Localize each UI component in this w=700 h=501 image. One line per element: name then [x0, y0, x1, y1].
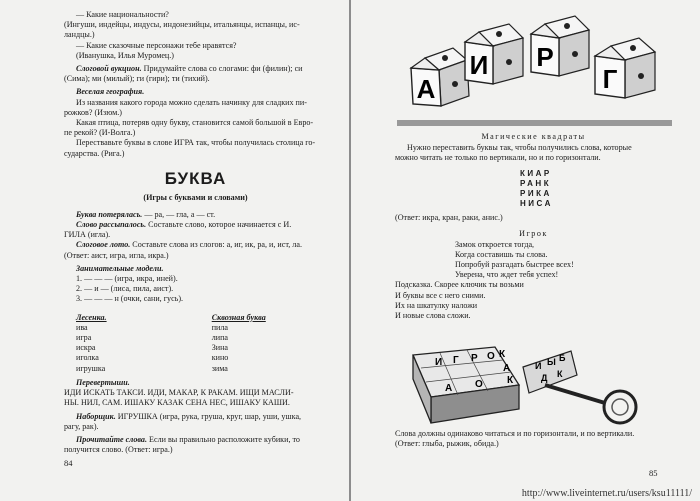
text-line: пе рекой? (И-Волга.) [64, 128, 136, 138]
key-letter: К [557, 369, 563, 380]
cube-g [595, 38, 655, 98]
right-page [351, 0, 700, 501]
read-label: Прочитайте слова. [76, 434, 148, 444]
lotto-paragraph [64, 240, 327, 250]
text-line: получится слово. (Ответ: игра.) [64, 445, 173, 455]
through-word: зима [211, 363, 228, 373]
box-letter: Р [471, 353, 478, 365]
auction-label: Слоговой вукцион. [76, 64, 142, 74]
key [523, 351, 636, 423]
through-column [182, 313, 327, 374]
scatter-label: Слово рассыпалось. [76, 220, 147, 230]
model-line: 2. — и — (лиса, пила, аист). [76, 284, 174, 294]
text-line: ИДИ ИСКАТЬ ТАКСИ. ИДИ, МАКАР, К РАКАМ. ИЩИ МАСЛИ- [64, 388, 294, 398]
watermark-url: http://www.liveinternet.ru/users/ksu11111/ [521, 488, 692, 499]
geo-label: Веселая география. [76, 87, 145, 97]
cube-shadow [397, 120, 672, 126]
auction-text: Придумайте слова со слогами: фи (филин); си [141, 64, 303, 74]
text-line: Нужно переставить буквы так, чтобы получились слова, которые [407, 143, 632, 152]
text-line: рожков? (Изюм.) [64, 107, 123, 117]
reverse-label: Перевертыши. [76, 377, 130, 387]
box-letter: К [499, 349, 506, 361]
cube-letter: И [469, 50, 489, 80]
ladder-word: игра [76, 333, 92, 343]
text-line: (Иванушка, Илья Муромец.) [76, 50, 174, 60]
cube-r [531, 16, 589, 76]
lost-paragraph [64, 210, 327, 220]
poem-line: Уверена, что ждет тебя успех! [455, 270, 559, 280]
typesetter-paragraph [64, 412, 327, 422]
typesetter-text: ИГРУШКА (игра, рука, груша, круг, шар, уши, ушка, [115, 411, 302, 421]
text-line: НЫ. НИЛ, САМ. ИШАКУ КАЗАК СЕНА НЕС, ИШАКУ КАШИ. [64, 398, 290, 408]
text-line: ГИЛА (игла). [64, 230, 111, 240]
poem-line: Когда составишь ты слова. [455, 249, 548, 259]
box-and-key-illustration [395, 325, 655, 427]
lotto-label: Слоговое лото. [76, 240, 131, 250]
grid-row: РАНК [520, 179, 552, 189]
text-line: (Сима); ми (милый); ги (гири); ти (тихий). [64, 74, 210, 84]
poem-line: Их на шкатулку наложи [395, 300, 478, 310]
box-letter: О [487, 351, 495, 363]
read-paragraph [64, 435, 327, 445]
lost-text: — ра, — гла, а — ст. [142, 209, 216, 219]
cube-letter: А [416, 74, 436, 104]
page-number: 85 [649, 468, 658, 478]
key-letter: Б [559, 353, 566, 364]
ladder-word: иголка [76, 353, 99, 363]
lotto-text: Составьте слова из слогов: а, иг, ик, ра, и, ист, ла. [130, 240, 302, 250]
cube-i [465, 24, 523, 84]
poem [395, 240, 672, 281]
through-word: кино [211, 353, 229, 363]
lost-label: Буква потерялась. [76, 209, 143, 219]
key-letter: Д [541, 373, 548, 384]
through-word: пила [211, 322, 228, 332]
box-letter: А [445, 383, 453, 395]
ladder-column [64, 313, 182, 374]
answer-line: (Ответ: икра, кран, раки, анис.) [395, 213, 503, 223]
box-letter: Г [453, 355, 459, 367]
model-line: 3. — — — н (очки, сани, гусь). [76, 294, 184, 304]
word-columns [64, 313, 327, 374]
section-title-magic: Магические квадраты [481, 132, 586, 141]
grid-row: НИСА [520, 199, 553, 209]
letter-grid [395, 169, 672, 209]
section-subheading: (Игры с буквами и словами) [143, 192, 248, 202]
text-line: можно читать не только по вертикали, но и по горизонтали. [395, 153, 601, 163]
box-letter: О [475, 379, 483, 391]
cube-letter: Р [536, 42, 554, 72]
text-line: — Какие национальности? [76, 10, 169, 19]
poem-line: Подсказка. Скорее ключик ты возьми [395, 280, 524, 290]
scatter-paragraph [64, 220, 327, 230]
letter-box [413, 347, 519, 423]
text-line: рагу, рак). [64, 421, 99, 431]
caption-line: Слова должны одинаково читаться и по горизонтали, и по вертикали. [395, 429, 635, 439]
section-heading: БУКВА [164, 168, 227, 188]
section-title-player: Игрок [519, 228, 548, 238]
typesetter-label: Наборщик. [76, 411, 116, 421]
text-line: (Ответ: аист, игра, игла, икра.) [64, 250, 169, 260]
ladder-word: игрушка [76, 363, 106, 373]
poem-line: Замок откроется тогда, [455, 239, 535, 249]
text-line: ландцы.) [64, 30, 95, 40]
poem-line: И новые слова сложи. [395, 311, 471, 321]
text-line: (Ингуши, индейцы, индусы, индонезийцы, итальянцы, испанцы, ис- [64, 20, 300, 30]
letter-cubes-illustration [395, 10, 672, 128]
box-letter: К [507, 375, 514, 387]
ladder-word: ива [76, 322, 88, 332]
left-page [0, 0, 349, 501]
cube-letter: Г [602, 64, 618, 94]
model-line: 1. — — — (игра, икра, иней). [76, 274, 178, 284]
answer-line: (Ответ: глыба, рыжик, обида.) [395, 439, 499, 449]
page-number: 84 [64, 458, 73, 468]
text-line: Перествавьте буквы в слове ИГРА так, чтобы получилась столица го- [76, 138, 316, 148]
read-text: Если вы правильно расположите кубики, то [147, 434, 300, 444]
ladder-header: Лесенка. [76, 312, 107, 322]
through-word: липа [211, 333, 228, 343]
through-header: Сквозная буква [211, 312, 266, 322]
key-letter: И [535, 361, 542, 372]
ladder-word: искра [76, 343, 96, 353]
through-word: Зина [211, 343, 229, 353]
cube-a [411, 48, 469, 106]
key-letter: Ы [547, 357, 556, 368]
models-label: Занимательные модели. [76, 263, 164, 273]
auction-paragraph [64, 64, 327, 74]
poem-line: Попробуй разгадать быстрее всех! [455, 260, 574, 270]
grid-row: РИКА [520, 189, 552, 199]
text-line: Какая птица, потеряв одну букву, становится самой большой в Евро- [76, 118, 314, 128]
text-line: сударства. (Рига.) [64, 148, 125, 158]
poem-line: И буквы все с него сними. [395, 290, 486, 300]
text-line: — Какие сказочные персонажи тебе нравятся? [76, 40, 237, 50]
grid-row: КИАР [520, 169, 552, 179]
scatter-text: Составьте слово, которое начинается с И. [146, 220, 292, 230]
text-line: Из названия какого города можно сделать начинку для сладких пи- [76, 97, 307, 107]
box-letter: А [503, 363, 511, 375]
box-letter: И [435, 357, 443, 369]
